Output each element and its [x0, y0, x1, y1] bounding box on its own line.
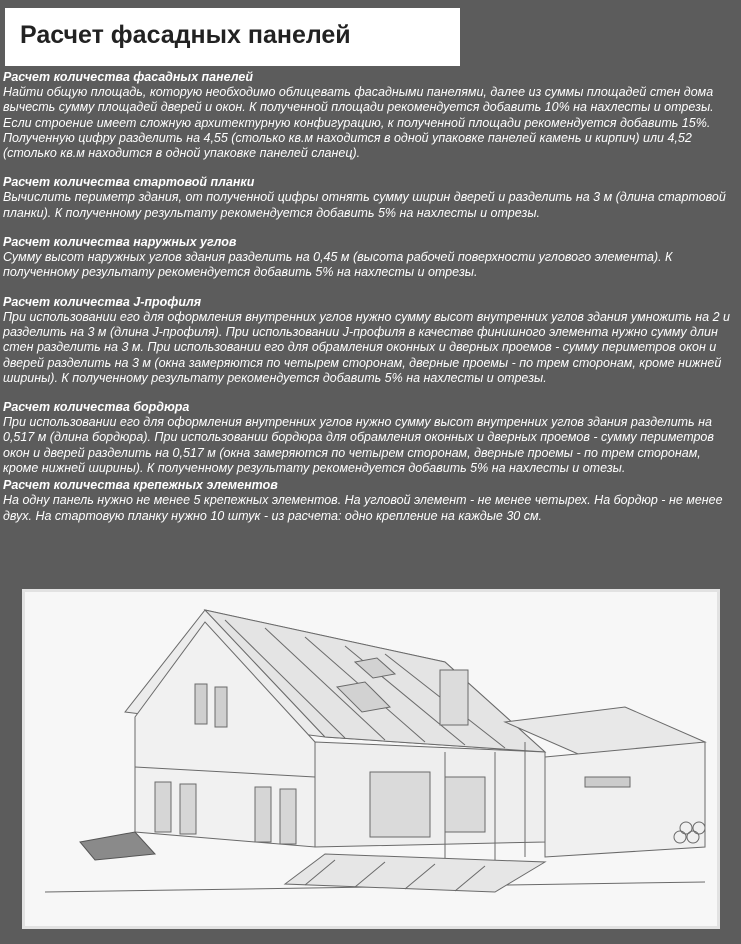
section-title: Расчет количества бордюра	[3, 400, 190, 415]
section-body: Сумму высот наружных углов здания разделить на 0,45 м (высота рабочей поверхности углового элемента). К полученному результату рекомендуется добавить 5% на нахлесты и отрезы.	[3, 250, 673, 280]
section-panels	[3, 70, 735, 161]
section-title: Расчет количества крепежных элементов	[3, 478, 278, 493]
section-j-profile	[3, 295, 735, 386]
house-illustration	[22, 589, 720, 929]
section-title: Расчет количества J-профиля	[3, 294, 202, 309]
house-sketch-icon	[25, 592, 717, 926]
section-title: Расчет количества фасадных панелей	[3, 70, 253, 84]
section-body: На одну панель нужно не менее 5 крепежных элементов. На угловой элемент - не менее четырех. На бордюр - не менее двух. На стартовую планку нужно 10 штук - из расчета: одно крепление на каждые 30 см.	[3, 493, 723, 523]
section-fasteners	[3, 478, 735, 524]
section-body: Вычислить периметр здания, от полученной цифры отнять сумму ширин дверей и разделить на 3 м (длина стартовой планки). К полученному результату рекомендуется добавить 5% на нахлесты и отрезы.	[3, 190, 726, 220]
title-banner	[5, 8, 460, 66]
section-outer-corners	[3, 235, 735, 281]
page-title: Расчет фасадных панелей	[20, 21, 351, 49]
section-title: Расчет количества наружных углов	[3, 235, 237, 250]
section-body: Найти общую площадь, которую необходимо облицевать фасадными панелями, далее из суммы площадей стен дома вычесть сумму площадей дверей и окон. К полученной площади рекомендуется добавить 10% на нахлесты и отрезы. Если строение имеет сложную архитектурную конфигурацию, к полученной площади рекомендуется добавить 15%. Полученную цифру разделить на 4,55 (столько кв.м находится в одной упаковке панелей камень и кирпич) или 4,52 (столько кв.м находится в одной упаковке панелей сланец).	[3, 85, 714, 161]
section-title: Расчет количества стартовой планки	[3, 175, 255, 190]
section-body: При использовании его для оформления внутренних углов нужно сумму высот внутренних углов здания умножить на 2 и разделить на 3 м (длина J-профиля). При использовании J-профиля в качестве финишного элемента нужно сумму длин стен разделить на 3 м. При использовании его для обрамления оконных и дверных проемов - сумму периметров окон и дверей разделить на 3 м (окна замеряются по четырем сторонам, дверные проемы - по трем сторонам, кроме нижней ширины). К полученному результату рекомендуется добавить 5% на нахлесты и отрезы.	[3, 309, 730, 385]
section-border	[3, 400, 735, 476]
section-starter-strip	[3, 175, 735, 221]
article-content	[3, 70, 735, 524]
section-body: При использовании его для оформления внутренних углов нужно сумму высот внутренних углов здания разделить на 0,517 м (длина бордюра). При использовании бордюра для обрамления оконных и дверных проемов - сумму периметров окон и дверей разделить на 0,517 м (окна замеряются по четырем сторонам, дверные проемы - по трем сторонам, кроме нижней ширины). К полученному результату рекомендуется добавить 5% на нахлесты и отезы.	[3, 415, 714, 476]
